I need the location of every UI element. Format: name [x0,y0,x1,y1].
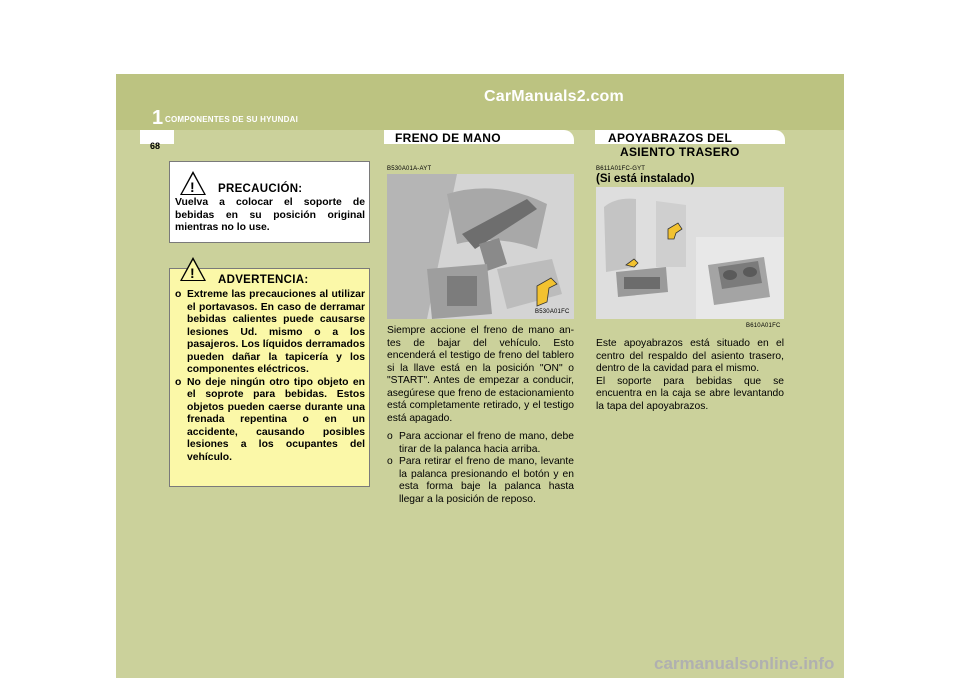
handbrake-photo [387,174,574,319]
list-item [175,289,365,377]
warning-box [169,265,370,487]
exclamation-mark: ! [190,265,195,281]
list-item-text: Extreme las precauciones al utilizar el portavasos. En caso de derramar bebidas calientes puede causarse lesiones Ud. mismo o a los pasajeros. Los líquidos derramados pueden dañar la tapicería y los componentes eléctricos. [187,289,365,375]
section-title-line2: ASIENTO TRASERO [620,145,740,159]
section-title-handbrake: FRENO DE MANO [395,131,501,145]
list-bullet: o [175,289,182,300]
armrest-photo [596,187,784,329]
armrest-paragraph: El soporte para bebidas que se encuentra en la caja se abre levantando la tapa del apoyabrazos. [596,375,784,412]
warning-triangle-icon [180,257,206,281]
image-code-handbrake: B530A01FC [535,309,570,315]
page-number: 68 [150,141,161,151]
caution-box [169,161,370,243]
section-code-armrest: B611A01FC-GYT [596,166,646,172]
watermark-bottom[interactable]: carmanualsonline.info [654,654,835,673]
armrest-subtitle: (Si está instalado) [596,173,695,185]
image-code-armrest: B610A01FC [746,323,781,329]
section-code-handbrake: B530A01A-AYT [387,166,432,172]
section-title-line1: APOYABRAZOS DEL [608,131,733,145]
list-item [175,377,365,465]
chapter-number: 1 [152,107,164,129]
armrest-illustration [596,187,784,319]
caution-heading: PRECAUCIÓN: [218,183,303,195]
list-bullet: o [175,376,182,388]
warning-heading: ADVERTENCIA: [218,274,309,286]
list-item-text: Para retirar el freno de mano, levante la palanca presionando el botón y en esta forma baje la palanca hasta llegar a la posición de reposo. [399,456,574,505]
armrest-paragraph: Este apoyabrazos está situado en el centro del respaldo del asiento trasero, dentro de la cavidad para el mismo. [596,338,784,374]
list-item [387,431,574,456]
armrest-text [596,338,784,413]
handbrake-illustration [387,174,574,319]
section-title-armrest [608,131,740,159]
handbrake-text [387,325,574,506]
list-item-text: Para accionar el freno de mano, debe tirar de la palanca hacia arriba. [399,431,574,455]
list-bullet: o [387,456,393,467]
watermark-top[interactable]: CarManuals2.com [484,88,624,105]
warning-list [175,289,365,464]
list-bullet: o [387,431,393,442]
list-item [387,456,574,506]
handbrake-paragraph: Siempre accione el freno de mano an-tes de bajar del vehículo. Esto encenderá el testigo de freno del tablero si la llave está en la posición "ON" o "START". Antes de empezar a conducir, asegúrese que freno de estacionamiento está completamente retirado, y el testigo está apagado. [387,325,574,424]
exclamation-mark: ! [190,179,195,195]
chapter-title: COMPONENTES DE SU HYUNDAI [165,115,299,124]
warning-triangle-icon [180,171,206,195]
caution-text: Vuelva a colocar el soporte de bebidas en su posición original mientras no lo use. [175,197,365,233]
list-item-text: No deje ningún otro tipo objeto en el soprote para bebidas. Estos objetos pueden caerse durante una frenada repentina o en un accidente, causando posibles lesiones a los ocupantes del vehículo. [187,376,365,463]
